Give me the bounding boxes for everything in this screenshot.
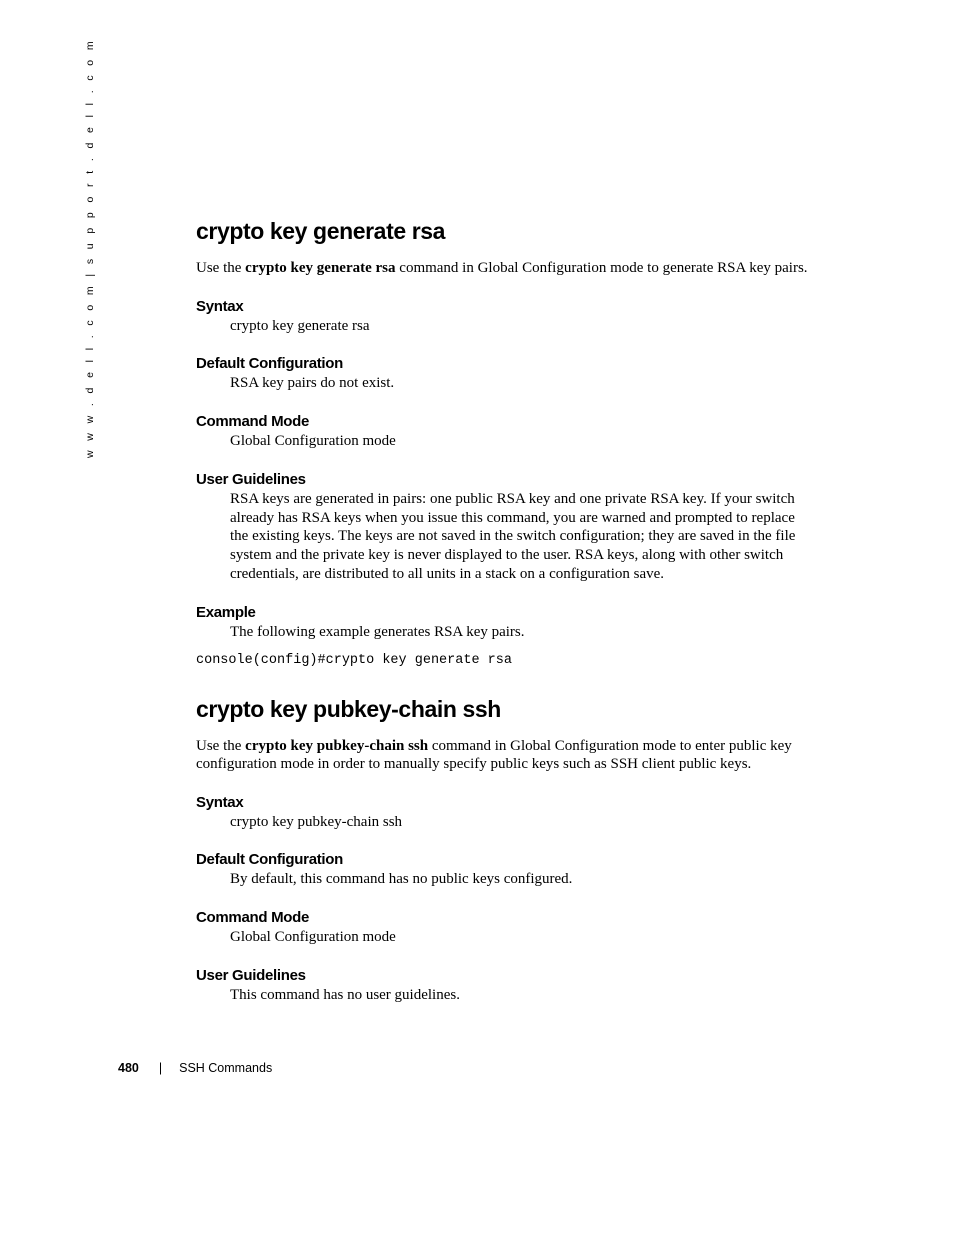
page-footer bbox=[118, 1061, 272, 1075]
section-title: crypto key generate rsa bbox=[196, 218, 446, 244]
intro-command: crypto key pubkey-chain ssh bbox=[245, 737, 429, 754]
intro-command: crypto key generate rsa bbox=[245, 260, 396, 276]
example-text: The following example generates RSA key pairs. bbox=[230, 623, 525, 640]
intro-suffix: command in Global Configuration mode to enter public key configuration mode in order to manually specify public keys such as SSH client public keys. bbox=[196, 737, 792, 773]
user-guidelines-heading: User Guidelines bbox=[196, 967, 306, 985]
section-title: crypto key pubkey-chain ssh bbox=[196, 695, 501, 722]
default-config-text: By default, this command has no public keys configured. bbox=[230, 871, 573, 888]
section-intro bbox=[196, 259, 816, 278]
user-guidelines-heading: User Guidelines bbox=[196, 470, 306, 488]
command-mode-text: Global Configuration mode bbox=[230, 929, 396, 946]
section-crypto-key-pubkey-chain-ssh bbox=[196, 693, 816, 1005]
command-mode-heading: Command Mode bbox=[196, 909, 310, 927]
default-config-heading: Default Configuration bbox=[196, 851, 344, 869]
default-config-heading: Default Configuration bbox=[196, 355, 344, 373]
footer-separator: | bbox=[158, 1061, 163, 1075]
syntax-text: crypto key pubkey-chain ssh bbox=[230, 813, 403, 830]
page-content bbox=[196, 215, 816, 1024]
page-number: 480 bbox=[118, 1061, 139, 1075]
intro-suffix: command in Global Configuration mode to generate RSA key pairs. bbox=[395, 260, 808, 276]
user-guidelines-text: RSA keys are generated in pairs: one public RSA key and one private RSA key. If your switch already has RSA keys when you issue this command, you are warned and prompted to replace the existing keys. The keys are not saved in the switch configuration; they are saved in the file system and the private key is never displayed to the user. RSA keys, along with other switch credentials, are distributed to all units in a stack on a configuration save. bbox=[230, 490, 796, 583]
syntax-heading: Syntax bbox=[196, 297, 244, 315]
default-config-text: RSA key pairs do not exist. bbox=[230, 375, 395, 392]
example-code: console(config)#crypto key generate rsa bbox=[196, 652, 512, 668]
section-intro bbox=[196, 737, 816, 774]
side-url-text: w w w . d e l l . c o m | s u p p o r t . d e l l . c o m bbox=[84, 37, 96, 458]
chapter-title: SSH Commands bbox=[179, 1061, 273, 1075]
user-guidelines-text: This command has no user guidelines. bbox=[230, 987, 460, 1004]
command-mode-heading: Command Mode bbox=[196, 413, 310, 431]
syntax-text: crypto key generate rsa bbox=[230, 317, 370, 334]
section-crypto-key-generate-rsa bbox=[196, 215, 816, 671]
example-heading: Example bbox=[196, 603, 256, 621]
syntax-heading: Syntax bbox=[196, 793, 244, 811]
intro-prefix: Use the bbox=[196, 260, 246, 276]
intro-prefix: Use the bbox=[196, 737, 246, 754]
command-mode-text: Global Configuration mode bbox=[230, 433, 396, 450]
